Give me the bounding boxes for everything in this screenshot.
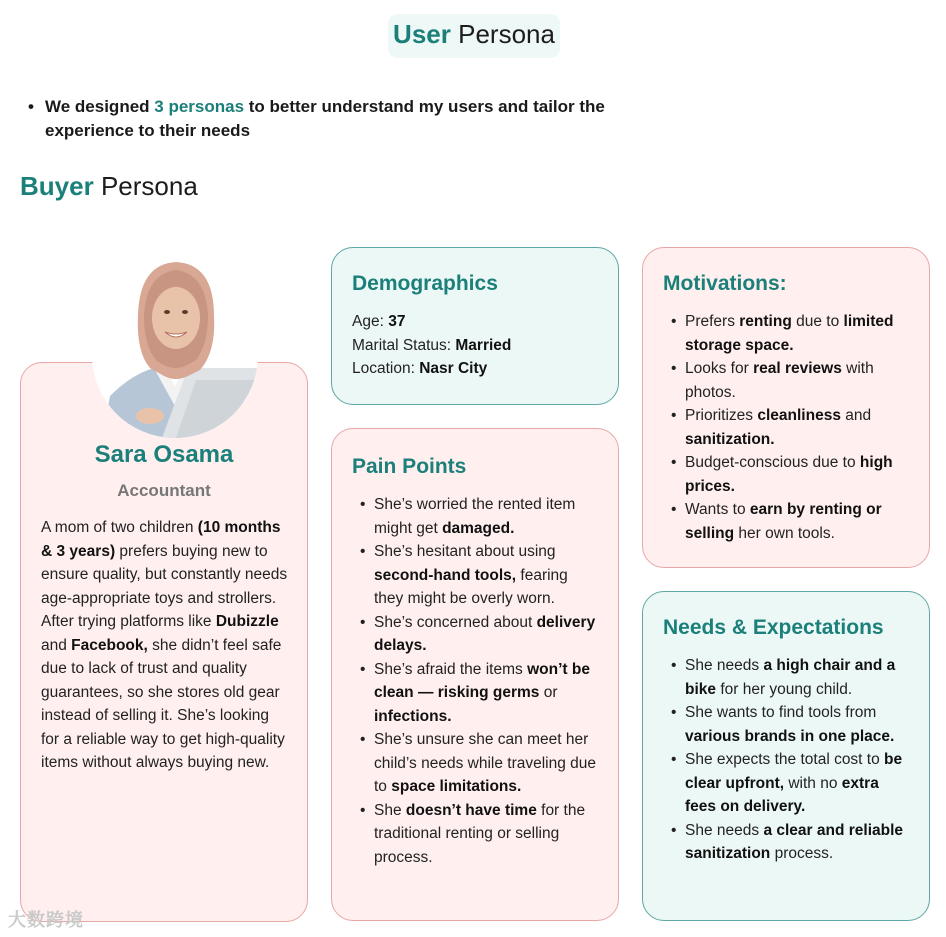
list-item-segment: a clear and reliable sanitization (685, 821, 904, 862)
list-item-segment: won’t be clean — risking germs (374, 660, 590, 701)
needs-card (642, 591, 930, 921)
list-item-segment: a high chair and a bike (685, 657, 896, 698)
list-item-segment: real reviews (753, 360, 842, 377)
list-item (663, 701, 909, 748)
list-item-segment: She needs (685, 821, 764, 839)
list-item-segment: process. (770, 845, 834, 862)
list-item-segment: She wants to find tools from (685, 704, 877, 721)
list-item (663, 404, 909, 451)
list-item-segment: She’s afraid the items (374, 660, 528, 678)
list-item-segment: infections. (374, 707, 452, 725)
demographics-label: Marital Status: (352, 336, 456, 354)
list-item-segment: Prefers (685, 313, 740, 330)
list-item (663, 357, 909, 404)
list-item-segment: with no (784, 774, 842, 792)
demographics-value: Married (455, 336, 512, 354)
list-item-segment: space limitations. (391, 778, 522, 795)
list-item-segment: She’s unsure she can meet her child’s needs while traveling due to (374, 731, 597, 795)
pain-points-card (331, 428, 619, 921)
section-title (20, 170, 198, 202)
demographics-row (352, 310, 598, 334)
demographics-label: Location: (352, 360, 420, 377)
motivations-title: Motivations: (663, 272, 787, 295)
list-item-segment: or (539, 684, 558, 701)
list-item-segment: damaged. (442, 519, 515, 537)
list-item-segment: She’s worried the rented item might get (374, 496, 576, 537)
list-item-segment: be clear upfront, (685, 751, 903, 792)
list-item (352, 658, 598, 729)
intro-post: to better understand my users and tailor the experience to their needs (45, 97, 605, 140)
list-item (663, 310, 909, 357)
bio-segment: she didn’t feel safe due to lack of trust and quality guarantees, so she stores old gear instead of selling it. She’s looking for a reliable way to get high-quality items without always buying new. (41, 636, 285, 771)
list-item-segment: doesn’t have time (405, 801, 537, 819)
pain-points-list (352, 493, 598, 869)
persona-role: Accountant (117, 481, 211, 500)
demographics-title: Demographics (352, 272, 498, 295)
bio-segment: A mom of two children (41, 519, 198, 536)
intro-text (45, 95, 668, 143)
list-item (352, 540, 598, 611)
section-title-rest: Persona (100, 171, 198, 201)
list-item-segment: earn by renting or selling (685, 501, 882, 542)
list-item-segment: Wants to (685, 501, 750, 518)
demographics-list (352, 310, 598, 381)
list-item-segment: for the traditional renting or selling process. (374, 801, 586, 866)
watermark: 大数跨境 (8, 910, 84, 930)
list-item-segment: various brands in one place. (685, 727, 895, 745)
list-item-segment: Budget-conscious due to (685, 454, 860, 471)
page-title (388, 14, 560, 58)
intro-statement (28, 95, 668, 143)
list-item (352, 728, 598, 799)
persona-name: Sara Osama (94, 441, 234, 468)
list-item (663, 654, 909, 701)
list-item-segment: delivery delays. (374, 613, 596, 654)
list-item (663, 748, 909, 819)
persona-bio (41, 516, 291, 775)
list-item-segment: second-hand tools, (374, 566, 517, 584)
demographics-value: Nasr City (419, 360, 488, 377)
list-item-segment: for her young child. (716, 680, 853, 698)
list-item-segment: cleanliness (757, 407, 841, 424)
section-title-accent: Buyer (20, 171, 94, 201)
list-item (352, 611, 598, 658)
list-item-segment: She’s hesitant about using (374, 543, 556, 560)
list-item-segment: limited storage space. (685, 313, 894, 354)
motivations-card (642, 247, 930, 568)
list-item-segment: fearing they might be overly worn. (374, 566, 568, 607)
bio-segment: prefers buying new to ensure quality, but constantly needs age-appropriate toys and strollers. After trying platforms like (41, 542, 288, 630)
demographics-row (352, 334, 598, 358)
avatar (92, 256, 258, 438)
list-item (352, 493, 598, 540)
list-item-segment: with photos. (685, 360, 874, 401)
bio-segment: Facebook, (71, 636, 148, 654)
list-item-segment: She’s concerned about (374, 613, 537, 631)
list-item-segment: due to (791, 313, 844, 330)
bio-segment: (10 months & 3 years) (41, 519, 281, 560)
bio-segment: and (41, 636, 72, 654)
list-item-segment: She (374, 801, 406, 819)
motivations-list (663, 310, 909, 545)
list-item-segment: Looks for (685, 360, 754, 377)
demographics-value: 37 (388, 313, 406, 330)
page-title-accent: User (393, 19, 451, 49)
intro-highlight: 3 personas (154, 97, 245, 116)
demographics-label: Age: (352, 313, 389, 330)
list-item-segment: high prices. (685, 454, 893, 495)
list-item-segment: She expects the total cost to (685, 751, 885, 768)
list-item-segment: She needs (685, 657, 764, 674)
demographics-row (352, 357, 598, 381)
page-title-rest: Persona (458, 19, 555, 49)
list-item-segment: Prioritizes (685, 407, 758, 424)
intro-bullet: • (28, 97, 34, 116)
list-item-segment: sanitization. (685, 430, 775, 448)
list-item-segment: extra fees on delivery. (685, 774, 879, 815)
list-item (352, 799, 598, 870)
list-item (663, 819, 909, 866)
needs-list (663, 654, 909, 866)
list-item (663, 451, 909, 498)
bio-segment: Dubizzle (215, 613, 279, 630)
needs-title: Needs & Expectations (663, 616, 884, 639)
list-item-segment: her own tools. (734, 524, 835, 542)
demographics-card (331, 247, 619, 405)
list-item (663, 498, 909, 545)
list-item-segment: renting (739, 313, 792, 330)
avatar-portrait-icon (92, 256, 258, 438)
intro-pre: We designed (45, 97, 155, 116)
list-item-segment: and (840, 407, 872, 424)
pain-points-title: Pain Points (352, 455, 467, 478)
